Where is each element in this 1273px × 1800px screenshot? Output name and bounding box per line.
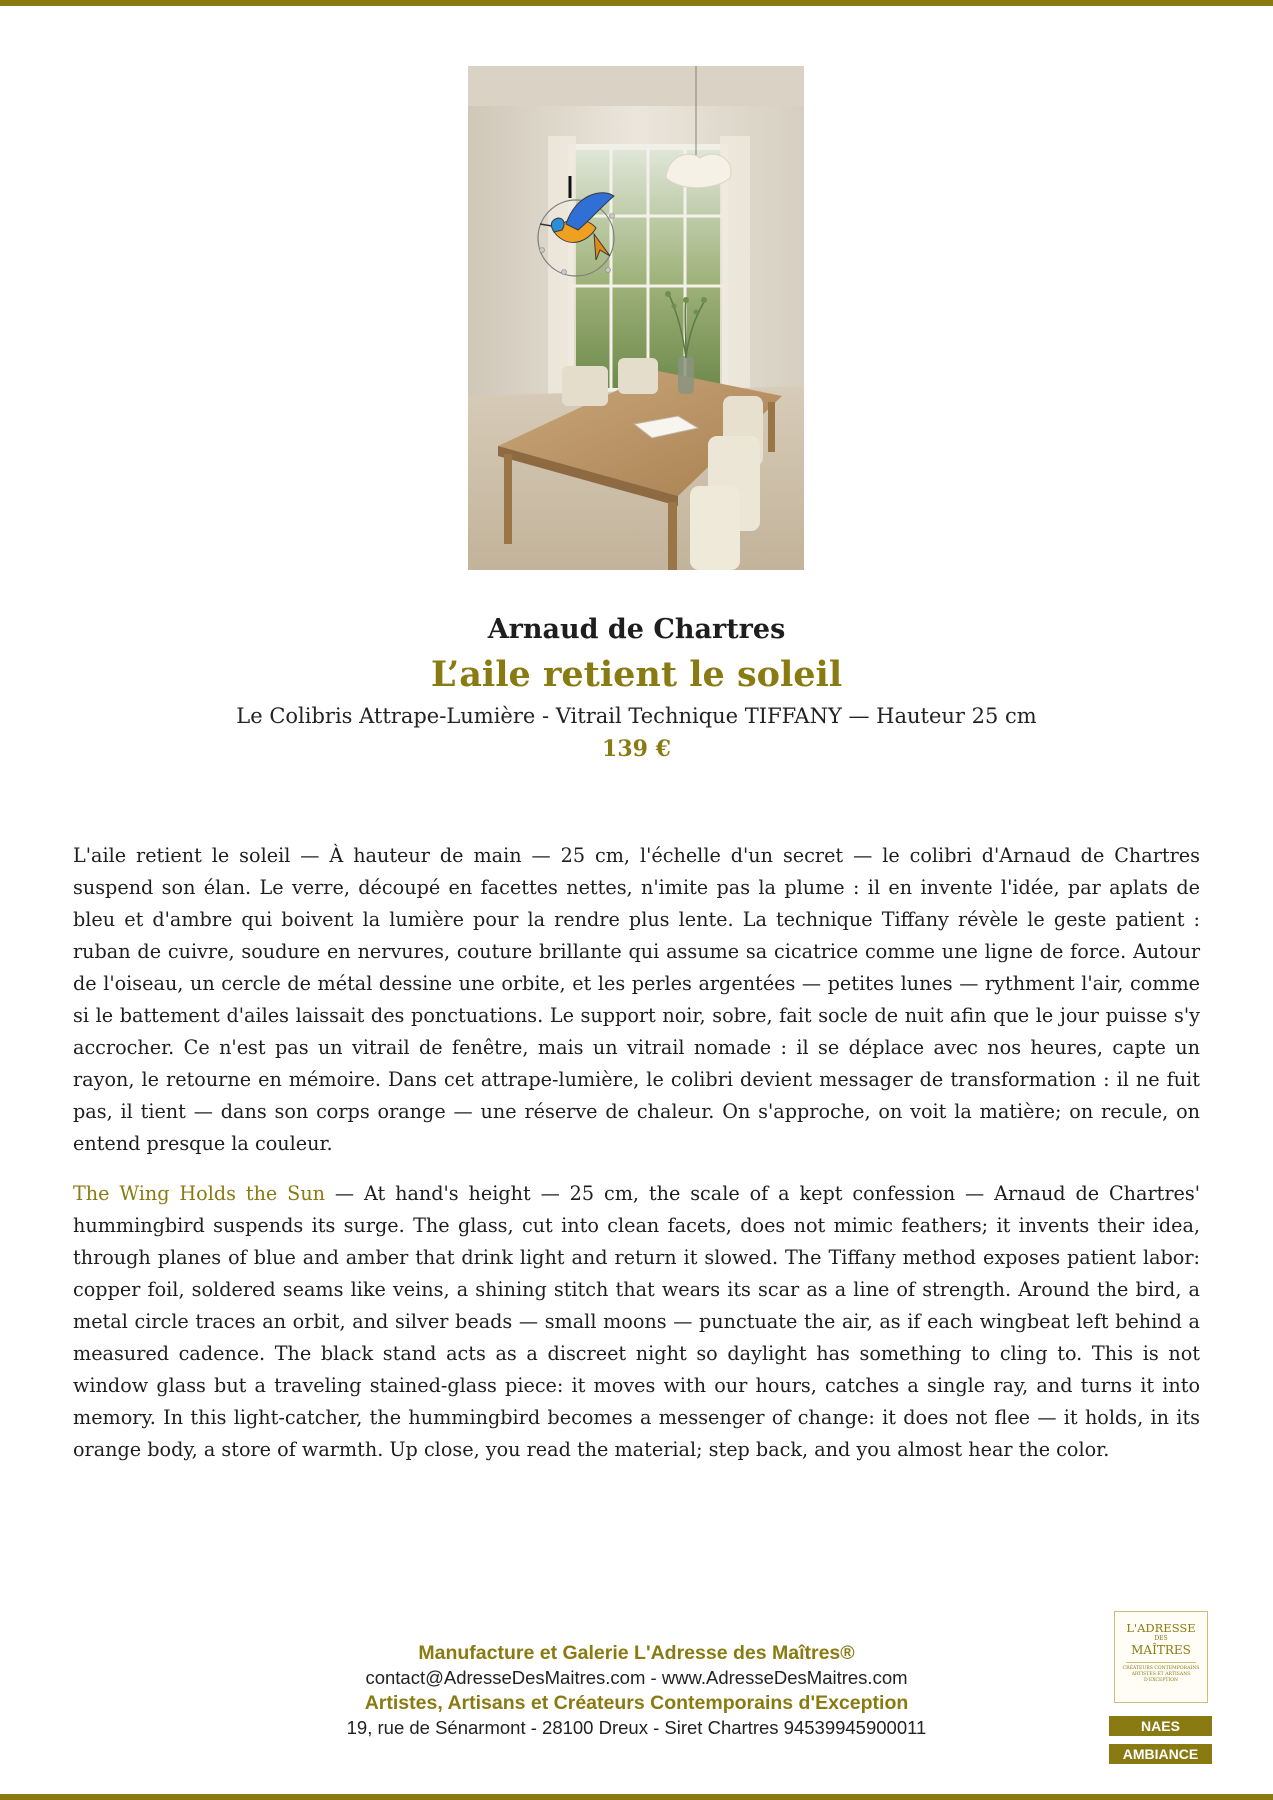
description — [73, 840, 1200, 1484]
bottom-accent-bar — [0, 1794, 1273, 1800]
logo-line-3: MAÎTRES — [1131, 1643, 1191, 1657]
footer-gallery-name: Manufacture et Galerie L'Adresse des Maîtres® — [418, 1642, 855, 1664]
description-en-title: The Wing Holds the Sun — [73, 1182, 326, 1205]
artwork-price: 139 € — [602, 736, 671, 762]
artwork-title: L’aile retient le soleil — [430, 654, 843, 695]
footer-tagline: Artistes, Artisans et Créateurs Contemporains d'Exception — [364, 1692, 909, 1714]
footer-contact: contact@AdresseDesMaitres.com - www.AdresseDesMaitres.com — [365, 1667, 908, 1688]
badge-ambiance: AMBIANCE — [1109, 1744, 1212, 1764]
description-fr: L'aile retient le soleil — À hauteur de main — 25 cm, l'échelle d'un secret — le colibri d'Arnaud de Chartres suspend son élan. Le verre, découpé en facettes nettes, n'imite pas la plume : il en invente l'idée, par aplats de bleu et d'ambre qui boivent la lumière pour la rendre plus lente. La technique Tiffany révèle le geste patient : ruban de cuivre, soudure en nervures, couture brillante qui assume sa cicatrice comme une ligne de force. Autour de l'oiseau, un cercle de métal dessine une orbite, et les perles argentées — petites lunes — rythment l'air, comme si le battement d'ailes laissait des ponctuations. Le support noir, sobre, fait socle de nuit afin que le jour puisse s'y accrocher. Ce n'est pas un vitrail de fenêtre, mais un vitrail nomade : il se déplace avec nos heures, capte un rayon, le retourne en mémoire. Dans cet attrape-lumière, le colibri devient messager de transformation : il ne fuit pas, il tient — dans son corps orange — une réserve de chaleur. On s'approche, on voit la matière; on recule, on entend presque la couleur. — [73, 844, 1200, 1155]
footer-address: 19, rue de Sénarmont - 28100 Dreux - Siret Chartres 94539945900011 — [346, 1717, 927, 1738]
top-accent-bar — [0, 0, 1273, 6]
description-en-text: — At hand's height — 25 cm, the scale of a kept confession — Arnaud de Chartres' hummingbird suspends its surge. The glass, cut into clean facets, does not mimic feathers; it invents their idea, through planes of blue and amber that drink light and return it slowed. The Tiffany method exposes patient labor: copper foil, soldered seams like veins, a shining stitch that wears its scar as a line of strength. Around the bird, a metal circle traces an orbit, and silver beads — small moons — punctuate the air, as if each wingbeat left behind a measured cadence. The black stand acts as a discreet night so daylight has something to cling to. This is not window glass but a traveling stained-glass piece: it moves with our hours, catches a single ray, and turns it into memory. In this light-catcher, the hummingbird becomes a messenger of change: it does not flee — it holds, in its orange body, a store of warmth. Up close, you read the material; step back, and you almost hear the color. — [73, 1182, 1200, 1461]
footer — [0, 1640, 1273, 1740]
artist-name: Arnaud de Chartres — [487, 614, 786, 645]
logo-line-4: CRÉATEURS CONTEMPORAINS ARTISTES ET ARTISANS D'EXCEPTION — [1122, 1666, 1200, 1683]
badge-naes: NAES — [1109, 1716, 1212, 1736]
logo-divider — [1126, 1662, 1196, 1663]
gallery-logo — [1114, 1611, 1208, 1703]
product-header — [0, 612, 1273, 764]
artwork-subtitle: Le Colibris Attrape-Lumière - Vitrail Technique TIFFANY — Hauteur 25 cm — [236, 704, 1037, 728]
description-en — [73, 1178, 1200, 1466]
product-photo — [468, 66, 804, 570]
logo-line-1: L'ADRESSE — [1126, 1621, 1196, 1635]
logo-line-2: DES — [1154, 1635, 1168, 1642]
